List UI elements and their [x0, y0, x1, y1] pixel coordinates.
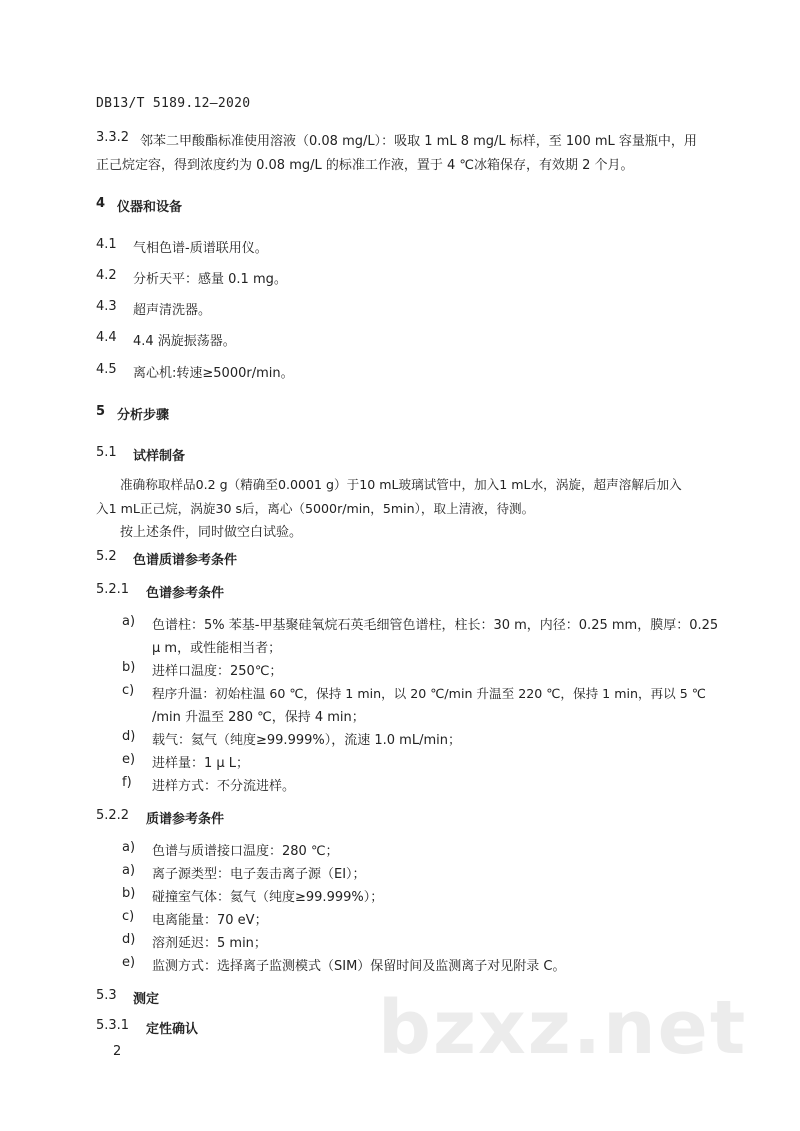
- collision-gas-text: 碰撞室气体：氦气（纯度≥99.999%）；: [152, 890, 384, 905]
- ionization-energy-text: 电离能量：70 eV；: [152, 913, 268, 928]
- clause-title-5-3-1: 定性确认: [146, 1022, 199, 1037]
- list-label: e): [122, 752, 136, 767]
- clause-number-4-4: 4.4: [96, 330, 117, 345]
- injection-volume-text: 进样量：1 μ L；: [152, 756, 250, 771]
- list-label: a): [122, 863, 136, 878]
- watermark: bzxz.net: [378, 985, 748, 1071]
- list-label: d): [122, 729, 136, 744]
- list-label: c): [122, 909, 135, 924]
- clause-title-5-2-1: 色谱参考条件: [146, 586, 225, 601]
- clause-number-5-2: 5.2: [96, 549, 117, 564]
- section-title-5: 分析步骤: [117, 408, 170, 423]
- temperature-program-line-1: 程序升温：初始柱温 60 ℃，保持 1 min，以 20 ℃/min 升温至 220 ℃，保持 1 min，再以 5 ℃: [152, 686, 706, 701]
- list-label: b): [122, 886, 136, 901]
- column-spec-line-1: 色谱柱：5% 苯基-甲基聚硅氧烷石英毛细管色谱柱，柱长：30 m，内径：0.25 mm，膜厚：0.25: [152, 618, 719, 633]
- clause-number-5-2-2: 5.2.2: [96, 808, 130, 823]
- list-label: c): [122, 683, 135, 698]
- clause-4-4-text: 4.4 涡旋振荡器。: [133, 334, 236, 349]
- clause-number-4-3: 4.3: [96, 299, 117, 314]
- inlet-temperature-text: 进样口温度：250℃；: [152, 664, 283, 679]
- page-number: 2: [113, 1044, 122, 1059]
- clause-3-3-2-line-1: 邻苯二甲酸酯标准使用溶液（0.08 mg/L）：吸取 1 mL 8 mg/L 标样，至 100 mL 容量瓶中，用: [140, 134, 697, 149]
- interface-temperature-text: 色谱与质谱接口温度：280 ℃；: [152, 844, 339, 859]
- solvent-delay-text: 溶剂延迟：5 min；: [152, 936, 267, 951]
- section-number-5: 5: [96, 404, 106, 419]
- injection-mode-text: 进样方式：不分流进样。: [152, 779, 296, 794]
- clause-number-5-1: 5.1: [96, 445, 117, 460]
- clause-4-2-text: 分析天平：感量 0.1 mg。: [133, 272, 287, 287]
- list-label: f): [122, 775, 132, 790]
- list-label: a): [122, 840, 136, 855]
- list-label: a): [122, 614, 136, 629]
- list-label: d): [122, 932, 136, 947]
- clause-4-1-text: 气相色谱-质谱联用仪。: [133, 241, 268, 256]
- clause-number-5-3: 5.3: [96, 988, 117, 1003]
- ion-source-text: 离子源类型：电子轰击离子源（EI）；: [152, 867, 366, 882]
- clause-number-4-1: 4.1: [96, 237, 117, 252]
- clause-number-5-3-1: 5.3.1: [96, 1018, 130, 1033]
- list-label: b): [122, 660, 136, 675]
- column-spec-line-2: μ m，或性能相当者；: [152, 641, 282, 656]
- list-label: e): [122, 955, 136, 970]
- clause-number-3-3-2: 3.3.2: [96, 130, 130, 145]
- clause-4-5-text: 离心机:转速≥5000r/min。: [133, 366, 294, 381]
- clause-title-5-1: 试样制备: [133, 449, 186, 464]
- clause-title-5-2-2: 质谱参考条件: [146, 812, 225, 827]
- carrier-gas-text: 载气：氦气（纯度≥99.999%），流速 1.0 mL/min；: [152, 733, 461, 748]
- clause-number-4-2: 4.2: [96, 268, 117, 283]
- clause-title-5-3: 测定: [133, 992, 160, 1007]
- clause-number-5-2-1: 5.2.1: [96, 582, 130, 597]
- clause-number-4-5: 4.5: [96, 362, 117, 377]
- clause-title-5-2: 色谱质谱参考条件: [133, 553, 238, 568]
- clause-3-3-2-line-2: 正己烷定容，得到浓度约为 0.08 mg/L 的标准工作液，置于 4 ℃冰箱保存，有效期 2 个月。: [96, 158, 634, 173]
- document-id-header: DB13/T 5189.12—2020: [96, 96, 251, 111]
- temperature-program-line-2: /min 升温至 280 ℃，保持 4 min；: [152, 710, 365, 725]
- blank-test-note: 按上述条件，同时做空白试验。: [120, 525, 303, 540]
- monitoring-mode-text: 监测方式：选择离子监测模式（SIM）保留时间及监测离子对见附录 C。: [152, 959, 566, 974]
- clause-4-3-text: 超声清洗器。: [133, 303, 212, 318]
- section-title-4: 仪器和设备: [117, 200, 183, 215]
- section-number-4: 4: [96, 196, 106, 211]
- sample-prep-line-1: 准确称取样品0.2 g（精确至0.0001 g）于10 mL玻璃试管中，加入1 mL水，涡旋，超声溶解后加入: [120, 477, 682, 492]
- sample-prep-line-2: 入1 mL正己烷，涡旋30 s后，离心（5000r/min，5min），取上清液，待测。: [96, 501, 535, 516]
